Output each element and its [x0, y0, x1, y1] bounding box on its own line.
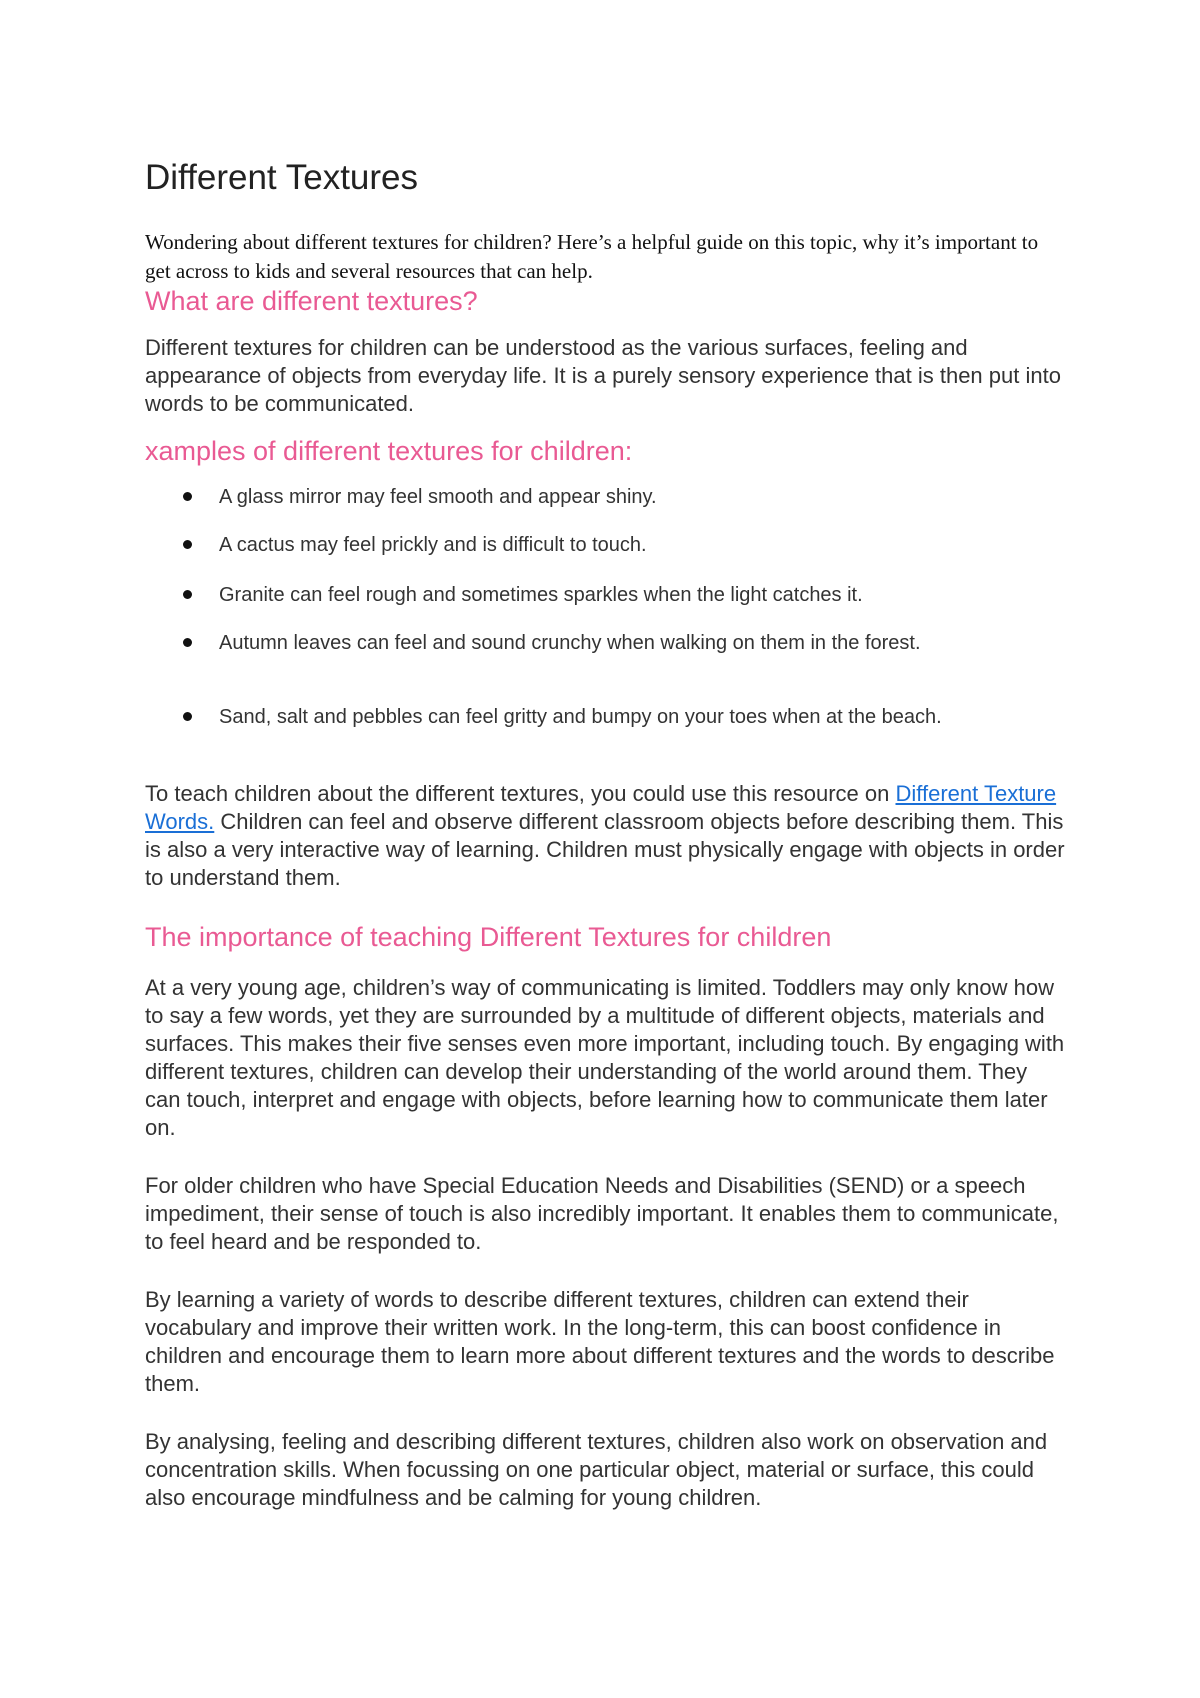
section-heading-what-are-textures: What are different textures?: [145, 286, 478, 316]
list-item-text: A glass mirror may feel smooth and appear shiny.: [219, 486, 657, 508]
bullet-dot-icon: [183, 712, 192, 721]
intro-paragraph: Wondering about different textures for children? Here’s a helpful guide on this topic, why it’s important to get across to kids and several resources that can help.: [145, 230, 1039, 283]
different-texture-words-link[interactable]: Different Texture Words.: [145, 781, 1057, 834]
definition-paragraph: Different textures for children can be understood as the various surfaces, feeling and appearance of objects from everyday life. It is a purely sensory experience that is then put into words to be communicated.: [145, 335, 1061, 416]
importance-paragraph-1: At a very young age, children’s way of communicating is limited. Toddlers may only know how to say a few words, yet they are surrounded by a multitude of different objects, materials and surfaces. This makes their five senses even more important, including touch. By engaging with different textures, children can develop their understanding of the world around them. They can touch, interpret and engage with objects, before learning how to communicate them later on.: [145, 975, 1065, 1140]
list-item-text: Sand, salt and pebbles can feel gritty and bumpy on your toes when at the beach.: [219, 706, 942, 728]
list-item-text: Granite can feel rough and sometimes sparkles when the light catches it.: [219, 584, 863, 606]
resource-text-before-link: To teach children about the different textures, you could use this resource on: [145, 781, 896, 806]
importance-paragraph-2: For older children who have Special Education Needs and Disabilities (SEND) or a speech impediment, their sense of touch is also incredibly important. It enables them to communicate, to feel heard and be responded to.: [145, 1173, 1059, 1254]
resource-text-after-link: Children can feel and observe different classroom objects before describing them. This is also a very interactive way of learning. Children must physically engage with objects in order to understand them.: [145, 809, 1065, 890]
resource-paragraph: [145, 780, 1065, 892]
importance-paragraph-3: By learning a variety of words to describe different textures, children can extend their vocabulary and improve their written work. In the long-term, this can boost confidence in children and encourage them to learn more about different textures and the words to describe them.: [145, 1287, 1055, 1396]
document-title: Different Textures: [145, 158, 419, 197]
bullet-dot-icon: [183, 492, 192, 501]
list-item-text: Autumn leaves can feel and sound crunchy when walking on them in the forest.: [219, 632, 921, 654]
bullet-dot-icon: [183, 590, 192, 599]
bullet-dot-icon: [183, 638, 192, 647]
list-item-text: A cactus may feel prickly and is difficult to touch.: [219, 534, 647, 556]
section-heading-examples: xamples of different textures for children:: [145, 436, 633, 466]
importance-paragraph-4: By analysing, feeling and describing different textures, children also work on observation and concentration skills. When focussing on one particular object, material or surface, this could also encourage mindfulness and be calming for young children.: [145, 1429, 1048, 1510]
bullet-dot-icon: [183, 540, 192, 549]
section-heading-importance: The importance of teaching Different Textures for children: [145, 922, 832, 952]
